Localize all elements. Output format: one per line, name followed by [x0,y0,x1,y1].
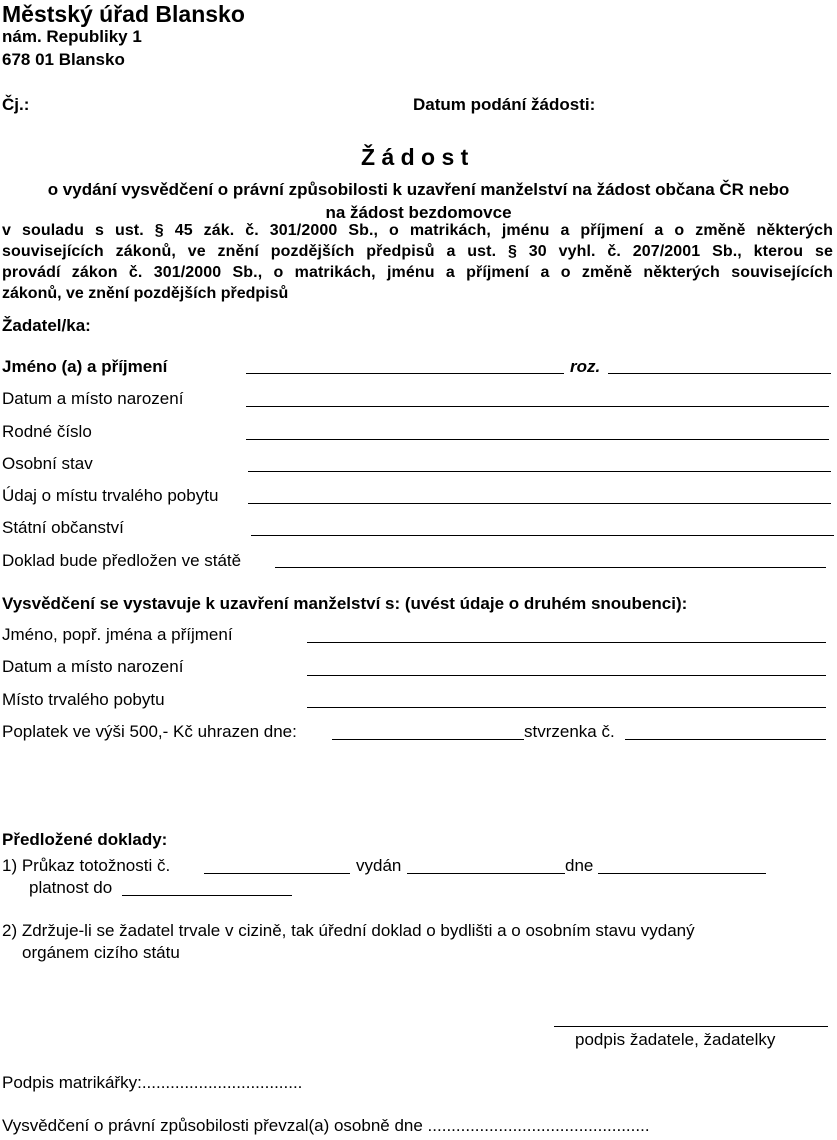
document-item-1-label: 1) Průkaz totožnosti č. [2,856,171,875]
applicant-name-label: Jméno (a) a příjmení [2,357,168,376]
partner-birth-label: Datum a místo narození [2,657,184,676]
issued-label: vydán [356,856,402,875]
id-number-label: Rodné číslo [2,422,92,441]
partner-birth-field[interactable] [307,675,826,676]
id-card-number-field[interactable] [204,873,350,874]
id-number-field[interactable] [246,439,829,440]
reference-label: Čj.: [2,95,30,114]
registrar-signature: Podpis matrikářky:.................................. [2,1073,303,1092]
born-label: roz. [570,357,601,376]
partner-residence-label: Místo trvalého pobytu [2,690,165,709]
legal-text-line-4: zákonů, ve znění pozdějších předpisů [2,285,289,302]
subtitle-line-2: na žádost bezdomovce [325,203,512,222]
fee-date-field[interactable] [332,739,524,740]
validity-label: platnost do [29,878,113,897]
document-item-2-line-1: 2) Zdržuje-li se žadatel trvale v cizině, tak úřední doklad o bydlišti a o osobním stavu vydaný [2,921,695,940]
issued-by-field[interactable] [407,873,565,874]
residence-field[interactable] [248,503,831,504]
documents-heading: Předložené doklady: [2,830,168,849]
partner-name-field[interactable] [307,642,826,643]
partner-residence-field[interactable] [307,707,826,708]
residence-label: Údaj o místu trvalého pobytu [2,486,219,505]
receipt-label: stvrzenka č. [524,722,615,741]
applicant-signature-label: podpis žadatele, žadatelky [575,1030,776,1049]
fee-label: Poplatek ve výši 500,- Kč uhrazen dne: [2,722,297,741]
legal-text-line-2: souvisejících zákonů, ve znění pozdějších předpisů a ust. § 30 vyhl. č. 207/2001 Sb., kterou se [2,243,833,260]
applicant-signature-field[interactable] [554,1026,828,1027]
partner-name-label: Jméno, popř. jména a příjmení [2,625,233,644]
marital-status-field[interactable] [248,471,831,472]
issue-date-field[interactable] [598,873,766,874]
legal-text-line-1: v souladu s ust. § 45 zák. č. 301/2000 Sb., o matrikách, jménu a příjmení a o změně některých [2,222,833,239]
issue-date-label: dne [565,856,594,875]
citizenship-field[interactable] [251,535,834,536]
maiden-name-field[interactable] [608,373,831,374]
applicant-birth-field[interactable] [246,406,829,407]
receipt-number-field[interactable] [625,739,826,740]
form-title: Ž á d o s t [361,144,469,170]
validity-field[interactable] [122,895,292,896]
country-label: Doklad bude předložen ve státě [2,551,242,570]
subtitle-line-1: o vydání vysvědčení o právní způsobilosti k uzavření manželství na žádost občana ČR nebo [47,180,790,199]
country-field[interactable] [275,567,826,568]
partner-heading: Vysvědčení se vystavuje k uzavření manželství s: (uvést údaje o druhém snoubenci): [2,594,688,613]
citizenship-label: Státní občanství [2,518,124,537]
legal-text-line-3: provádí zákon č. 301/2000 Sb., o matrikách, jménu a příjmení a o změně některých souvisejících [2,264,833,281]
receipt-statement: Vysvědčení o právní způsobilosti převzal(a) osobně dne ............................................... [2,1116,650,1135]
office-city: 678 01 Blansko [2,50,125,69]
submission-date-label: Datum podání žádosti: [413,95,596,114]
applicant-name-field[interactable] [246,373,564,374]
applicant-heading: Žadatel/ka: [2,316,91,335]
marital-status-label: Osobní stav [2,454,93,473]
document-item-2-line-2: orgánem cizího státu [22,943,180,962]
office-name: Městský úřad Blansko [2,1,245,27]
applicant-birth-label: Datum a místo narození [2,389,184,408]
office-street: nám. Republiky 1 [2,27,142,46]
